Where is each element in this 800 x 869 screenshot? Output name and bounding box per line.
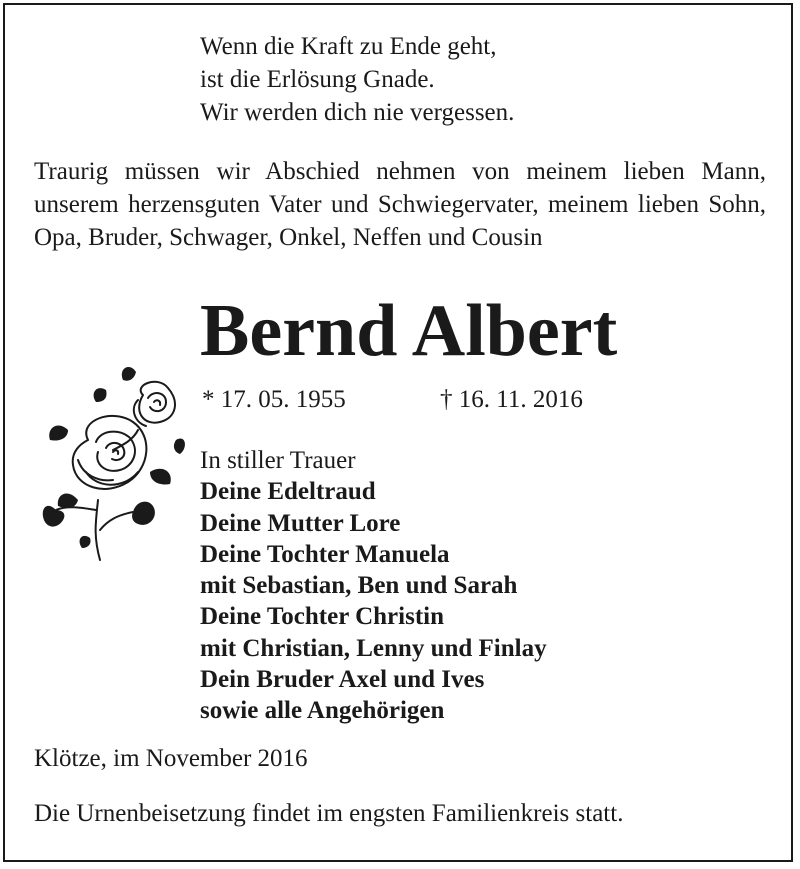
deceased-name: Bernd Albert xyxy=(200,290,618,372)
mourner-line: Deine Tochter Christin xyxy=(200,603,444,631)
intro-text: Traurig müssen wir Abschied nehmen von meinem lieben Mann, unserem herzensguten Vater und Schwiegervater, meinem lieben Sohn, Opa, Bruder, Schwager, Onkel, Neffen und Cousin xyxy=(34,158,766,251)
mourner-line: mit Sebastian, Ben und Sarah xyxy=(200,572,518,600)
mourner-line: sowie alle Angehörigen xyxy=(200,697,445,725)
place-date: Klötze, im November 2016 xyxy=(34,745,308,772)
poem-line: ist die Erlösung Gnade. xyxy=(200,66,435,93)
poem-line: Wir werden dich nie vergessen. xyxy=(200,99,515,126)
mourner-line: Deine Tochter Manuela xyxy=(200,540,450,568)
mourners-heading: In stiller Trauer xyxy=(200,447,356,474)
mourners-block xyxy=(200,445,547,727)
life-dates xyxy=(202,383,583,416)
poem xyxy=(200,30,514,129)
birth-date: * 17. 05. 1955 xyxy=(202,386,346,413)
poem-line: Wenn die Kraft zu Ende geht, xyxy=(200,33,497,60)
mourner-line: Deine Mutter Lore xyxy=(200,509,401,537)
mourner-line: Dein Bruder Axel und Ives xyxy=(200,666,485,694)
death-date: † 16. 11. 2016 xyxy=(440,386,583,413)
mourner-line: mit Christian, Lenny und Finlay xyxy=(200,634,547,662)
burial-note: Die Urnenbeisetzung findet im engsten Familienkreis statt. xyxy=(34,800,624,827)
mourner-line: Deine Edeltraud xyxy=(200,478,376,506)
rose-icon xyxy=(38,360,188,565)
